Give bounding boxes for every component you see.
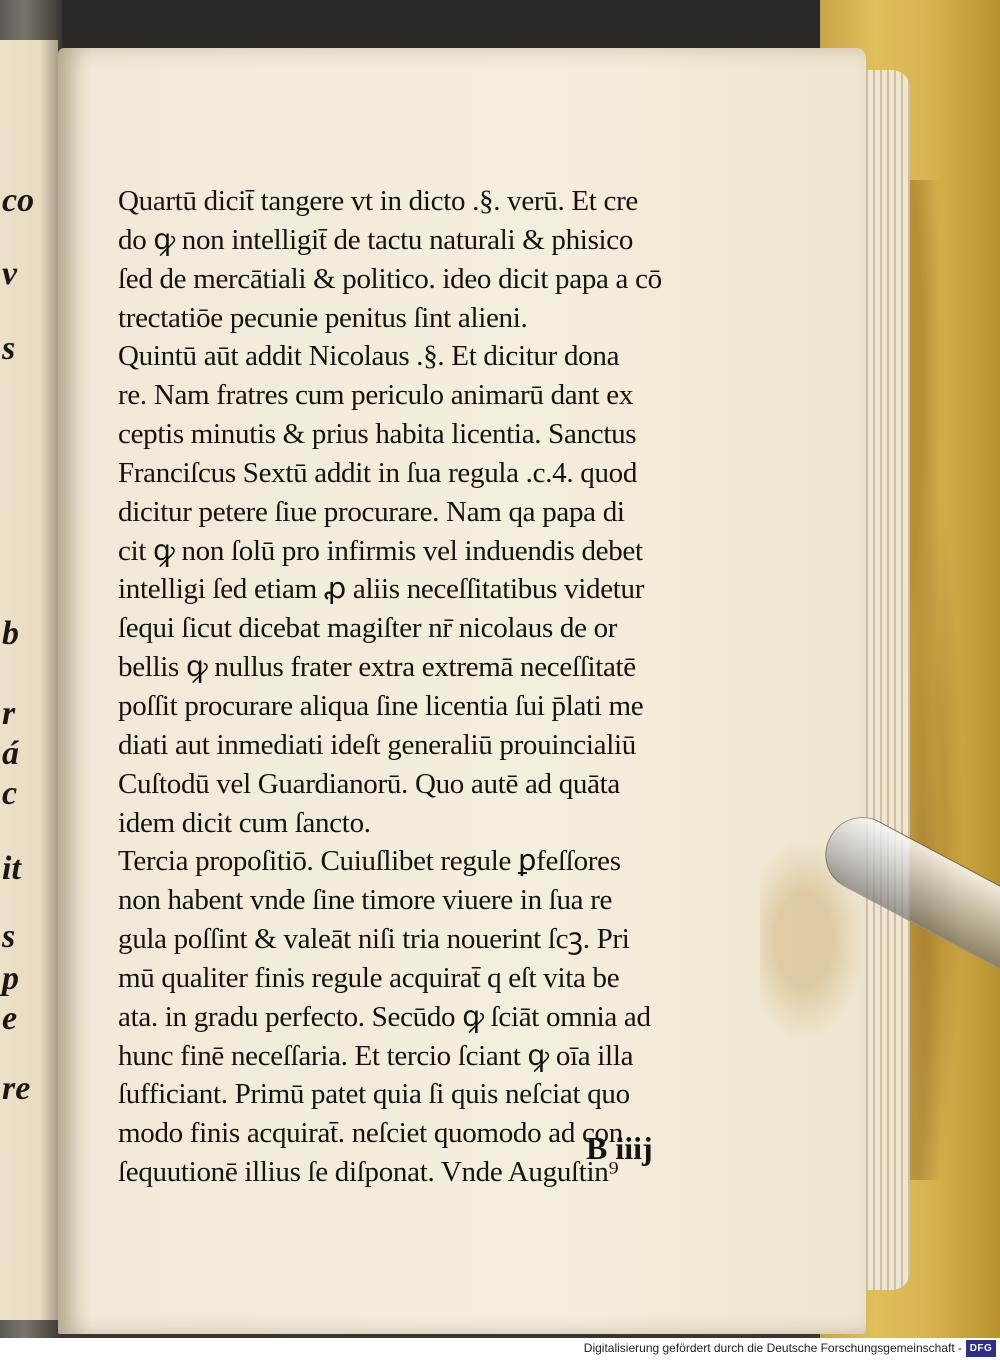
text-line: trectatiōe pecunie penitus ſint alieni.	[118, 301, 528, 334]
facing-page-fragment: c	[2, 775, 18, 812]
text-line: idem dicit cum ſancto.	[118, 806, 371, 839]
facing-page-fragment: it	[2, 850, 21, 887]
text-line: do ꝙ non intelligit̄ de tactu naturali & phisico	[118, 223, 634, 256]
text-line: bellis ꝙ nullus frater extra extremā neceſſitatē	[118, 651, 636, 684]
text-line: ſufficiant. Primū patet quia ſi quis neſciat quo	[118, 1078, 630, 1111]
facing-page-fragment: á	[2, 735, 19, 772]
facing-page-fragment: s	[2, 330, 16, 367]
text-line: ſed de mercātiali & politico. ideo dicit papa a cō	[118, 262, 662, 295]
footer-bar	[0, 1338, 1000, 1360]
text-line: intelligi ſed etiam ꝓ aliis neceſſitatibus videtur	[118, 573, 645, 606]
text-line: poſſit procurare aliqua ſine licentia ſui p̄lati me	[118, 689, 644, 722]
text-line: Tercia propoſitiō. Cuiuſlibet regule ꝑfeſſores	[118, 845, 621, 878]
text-line: non habent vnde ſine timore viuere in ſua re	[118, 884, 613, 917]
text-line: ceptis minutis & prius habita licentia. Sanctus	[118, 418, 637, 451]
text-line: diati aut inmediati ideſt generaliū prouincialiū	[118, 728, 636, 761]
text-line: ata. in gradu perfecto. Secūdo ꝙ ſciāt omnia ad	[118, 1000, 651, 1033]
text-line: Franciſcus Sextū addit in ſua regula .c.4. quod	[118, 456, 638, 489]
text-line: Cuſtodū vel Guardianorū. Quo autē ad quāta	[118, 767, 621, 800]
text-line: Quintū aūt addit Nicolaus .§. Et dicitur dona	[118, 340, 620, 373]
text-line: hunc finē neceſſaria. Et tercio ſciant ꝙ oīa illa	[118, 1039, 634, 1072]
text-line: mū qualiter finis regule acquirat̄ q eſt vita be	[118, 961, 620, 994]
text-line: gula poſſint & valeāt niſi tria nouerint ſcꝫ. Pri	[118, 923, 630, 956]
funding-credit: Digitalisierung gefördert durch die Deutsche Forschungsgemeinschaft -	[583, 1341, 962, 1355]
facing-page-fragment: s	[2, 918, 16, 955]
facing-page-fragment: r	[2, 695, 16, 732]
signature-mark: B iiij	[586, 1130, 653, 1166]
text-line: Quartū dicit̄ tangere vt in dicto .§. verū. Et cre	[118, 185, 639, 217]
facing-page-fragment: re	[2, 1070, 31, 1107]
text-line: re. Nam fratres cum periculo animarū dant ex	[118, 379, 634, 412]
text-line: ſequi ſicut dicebat magiſter nr̄ nicolaus de or	[118, 612, 618, 645]
facing-page-fragment: e	[2, 1000, 18, 1037]
page-text	[118, 182, 758, 1192]
facing-page-fragment: p	[2, 960, 19, 997]
text-line: modo finis acquirat̄. neſciet quomodo ad con	[118, 1117, 623, 1150]
facing-page-edge	[0, 40, 58, 1320]
text-line: ſequutionē illius ſe diſponat. Vnde Auguſtin⁹	[118, 1156, 619, 1189]
facing-page-fragment: v	[2, 255, 18, 292]
text-line: cit ꝙ non ſolū pro infirmis vel induendis debet	[118, 534, 643, 567]
dfg-logo: DFG	[966, 1340, 996, 1357]
text-line: dicitur petere ſiue procurare. Nam qa papa di	[118, 495, 625, 528]
facing-page-fragment: b	[2, 615, 19, 652]
facing-page-fragment: co	[2, 182, 35, 219]
